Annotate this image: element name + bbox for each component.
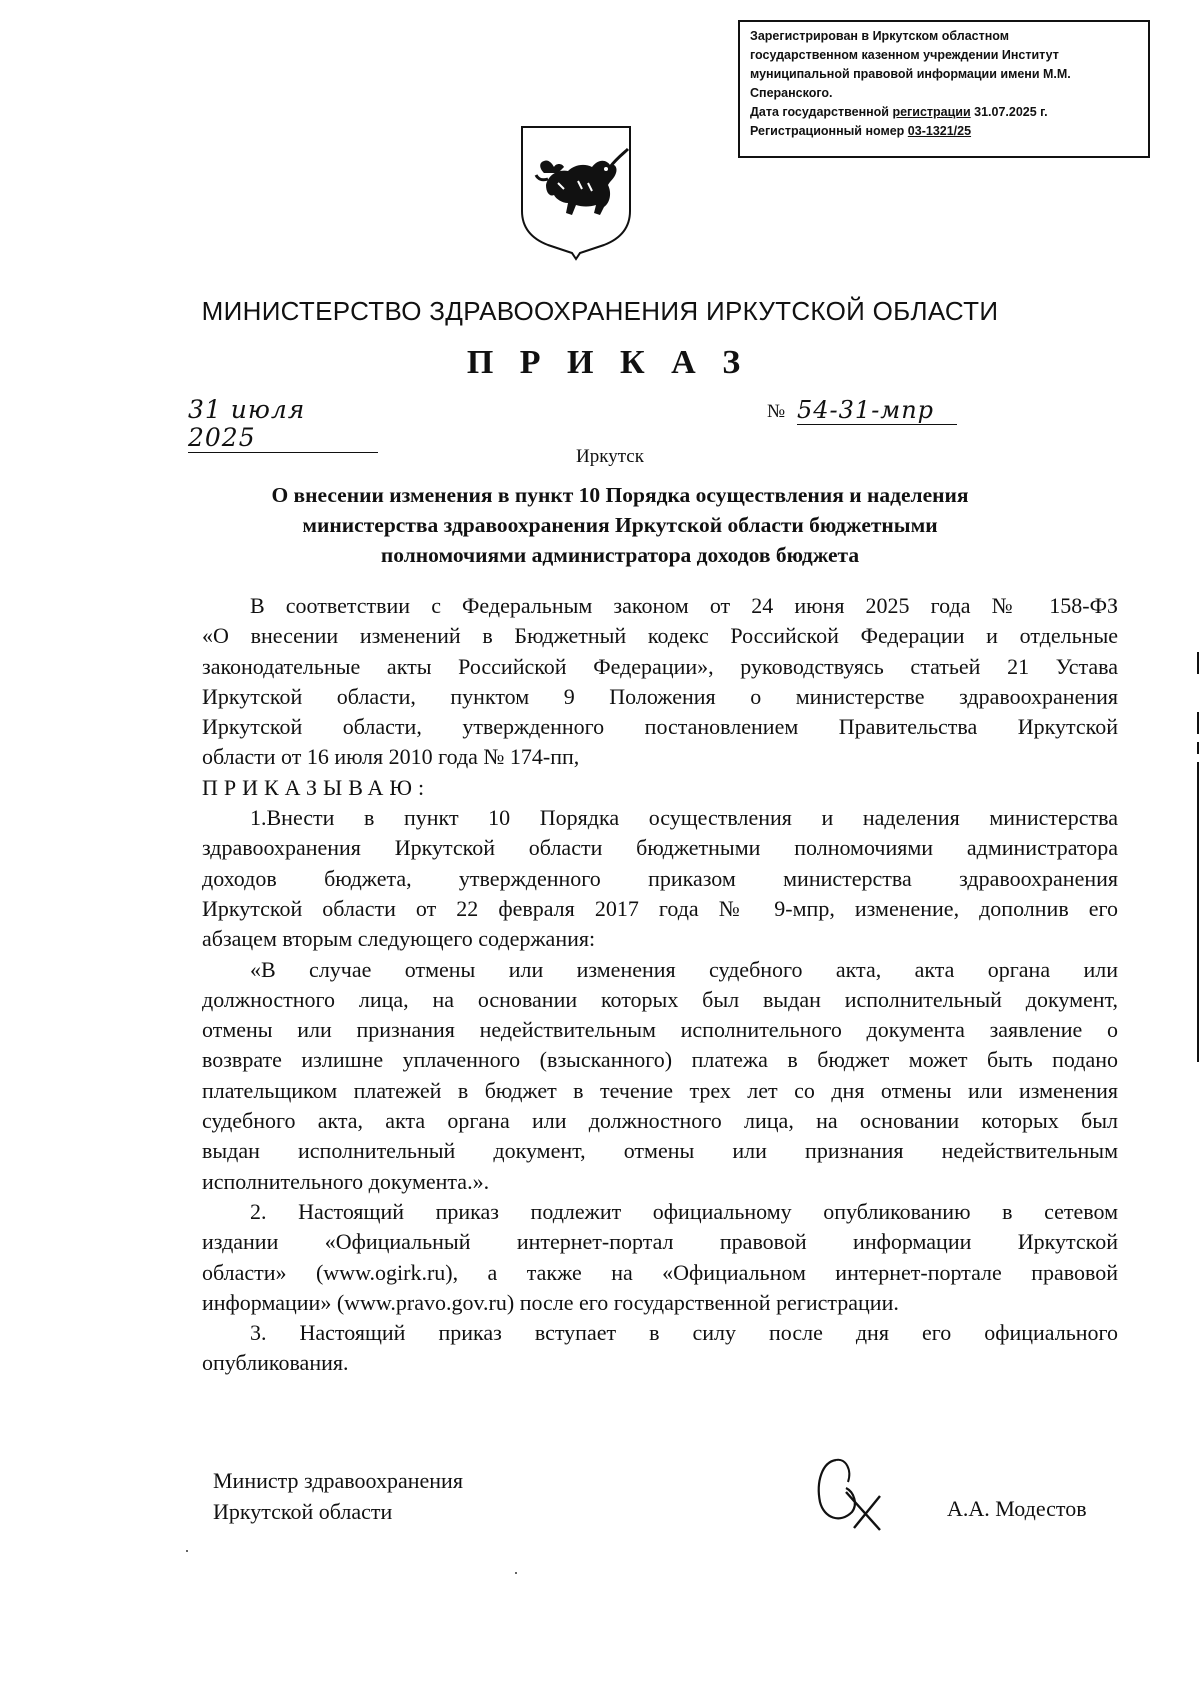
body-line: возврате излишне уплаченного (взысканного) платежа в бюджет может быть подано — [202, 1047, 1118, 1073]
subject-line: полномочиями администратора доходов бюджета — [380, 543, 860, 567]
body-line: информации» (www.pravo.gov.ru) после его государственной регистрации. — [202, 1289, 899, 1315]
body-line: «В случае отмены или изменения судебного акта, акта органа или — [250, 956, 1118, 982]
order-date-handwritten: 31 июля 2025 — [188, 396, 378, 453]
stamp-reg-number: 03-1321/25 — [907, 124, 972, 138]
body-line: здравоохранения Иркутской области бюджетными полномочиями администратора — [202, 835, 1118, 861]
stamp-date-value: 31.07.2025 г. — [970, 105, 1048, 119]
body-line: отмены или признания недействительным исполнительного документа заявление о — [202, 1017, 1118, 1043]
order-body — [202, 591, 1118, 1379]
body-line: области от 16 июля 2010 года № 174-пп, — [202, 744, 580, 770]
scan-speck — [515, 1572, 517, 1574]
scan-edge-mark — [1197, 652, 1199, 674]
stamp-line: Зарегистрирован в Иркутском областном — [750, 29, 1010, 43]
document-type-title: П Р И К А З — [466, 344, 750, 381]
body-line: В соответствии с Федеральным законом от 24 июня 2025 года № 158-ФЗ — [250, 593, 1118, 618]
stamp-date-label-underlined: регистрации — [892, 105, 971, 119]
body-line: 2. Настоящий приказ подлежит официальному опубликованию в сетевом — [250, 1198, 1118, 1224]
stamp-reg-label: Регистрационный номер — [750, 124, 908, 138]
signatory-name: А.А. Модестов — [947, 1496, 1087, 1521]
position-line: Министр здравоохранения — [213, 1468, 463, 1493]
stamp-date-line — [750, 103, 1138, 122]
body-line: судебного акта, акта органа или должностного лица, на основании которых был — [202, 1108, 1118, 1134]
body-line: законодательные акты Российской Федерации», руководствуясь статьей 21 Устава — [202, 653, 1118, 679]
handwritten-signature — [796, 1452, 896, 1534]
scan-speck — [186, 1550, 188, 1552]
order-number-prefix: № — [767, 401, 786, 422]
irkutsk-coat-of-arms-icon — [518, 123, 634, 261]
ministry-title: МИНИСТЕРСТВО ЗДРАВООХРАНЕНИЯ ИРКУТСКОЙ ОБЛАСТИ — [201, 296, 999, 326]
body-line: 1.Внести в пункт 10 Порядка осуществления и наделения министерства — [250, 805, 1118, 831]
body-line: 3. Настоящий приказ вступает в силу после дня его официального — [250, 1320, 1118, 1346]
body-line: Иркутской области, утвержденного постановлением Правительства Иркутской — [202, 714, 1118, 740]
registration-stamp — [738, 20, 1150, 158]
body-line: опубликования. — [202, 1350, 349, 1376]
stamp-line: государственном казенном учреждении Институт — [750, 48, 1059, 62]
scan-edge-mark — [1197, 742, 1199, 754]
order-subject — [230, 480, 1010, 570]
order-directive: ПРИКАЗЫВАЮ: — [202, 774, 431, 800]
body-line: должностного лица, на основании которых был выдан исполнительный документ, — [202, 986, 1118, 1012]
subject-line: О внесении изменения в пункт 10 Порядка осуществления и наделения — [271, 483, 969, 507]
stamp-line: муниципальной правовой информации имени М.М. — [750, 67, 1071, 81]
body-line: издании «Официальный интернет-портал правовой информации Иркутской — [202, 1229, 1118, 1255]
body-line: Иркутской области от 22 февраля 2017 года № 9-мпр, изменение, дополнив его — [202, 895, 1118, 921]
body-line: области» (www.ogirk.ru), а также на «Официальном интернет-портале правовой — [202, 1259, 1118, 1285]
signatory-position — [213, 1465, 463, 1527]
scan-edge-mark — [1197, 762, 1199, 1062]
body-line: выдан исполнительный документ, отмены или признания недействительным — [202, 1138, 1118, 1164]
body-line: абзацем вторым следующего содержания: — [202, 926, 596, 952]
city-label: Иркутск — [576, 446, 644, 467]
subject-line: министерства здравоохранения Иркутской области бюджетными — [302, 513, 938, 537]
body-line: Иркутской области, пунктом 9 Положения о министерстве здравоохранения — [202, 683, 1118, 709]
position-line: Иркутской области — [213, 1499, 393, 1524]
body-line: плательщиком платежей в бюджет в течение трех лет со дня отмены или изменения — [202, 1077, 1118, 1103]
body-line: «О внесении изменений в Бюджетный кодекс Российской Федерации и отдельные — [202, 623, 1118, 649]
body-line: доходов бюджета, утвержденного приказом министерства здравоохранения — [202, 865, 1118, 891]
stamp-reg-line — [750, 122, 1138, 141]
body-line: исполнительного документа.». — [202, 1168, 490, 1194]
order-number-handwritten: 54-31-мпр — [797, 396, 957, 425]
scan-edge-mark — [1197, 712, 1199, 734]
stamp-line: Сперанского. — [750, 86, 833, 100]
stamp-date-label: Дата государственной — [750, 105, 893, 119]
